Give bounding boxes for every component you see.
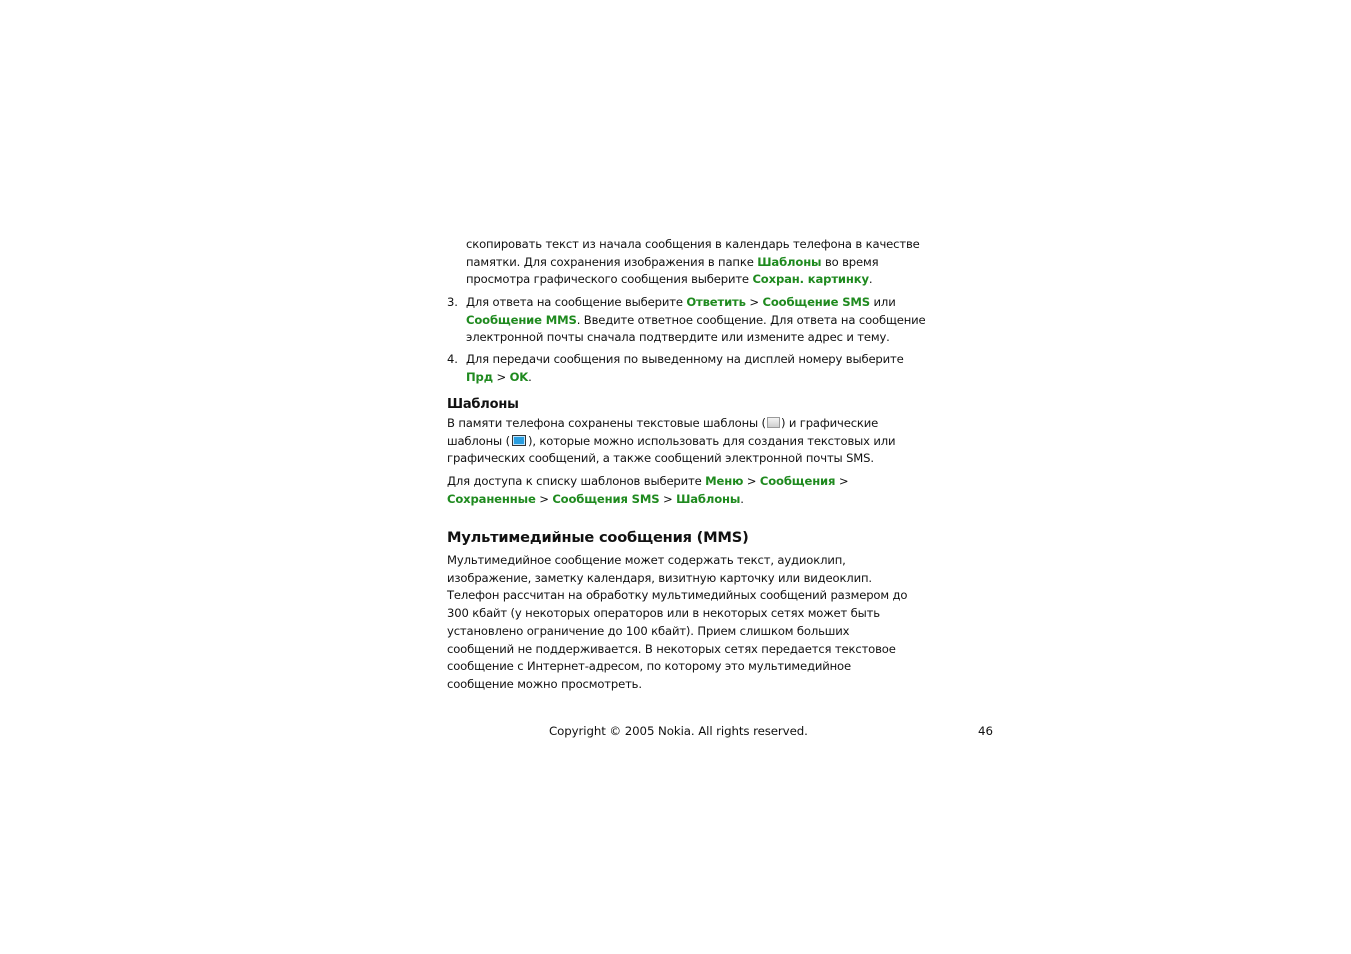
menu-term-save-picture: Сохран. картинку (752, 272, 869, 287)
access-line-1 (447, 473, 917, 491)
text-fragment: или (870, 295, 896, 309)
templates-line-2 (447, 433, 917, 451)
text-fragment: . (528, 369, 532, 384)
text-fragment: ) и графические (780, 416, 879, 430)
copyright-notice: Copyright © 2005 Nokia. All rights reserved. (549, 724, 808, 738)
list-line (466, 351, 926, 369)
text-fragment: скопировать текст из начала сообщения в календарь телефона в качестве (466, 237, 920, 251)
menu-term-reply: Ответить (686, 295, 746, 309)
mms-line: сообщение с Интернет-адресом, по которому это мультимедийное (447, 659, 851, 674)
mms-line: сообщение можно просмотреть. (447, 676, 642, 691)
separator: > (492, 369, 510, 384)
list-item-body (466, 294, 926, 347)
mms-line: Мультимедийное сообщение может содержать текст, аудиоклип, (447, 553, 846, 567)
text-fragment: просмотра графического сообщения выберите (466, 272, 753, 287)
mms-line: установлено ограничение до 100 кбайт). Прием слишком больших (447, 623, 850, 638)
menu-term-sms-messages: Сообщения SMS (552, 491, 660, 506)
text-fragment: шаблоны ( (447, 433, 510, 448)
continuation-paragraph (466, 236, 926, 289)
text-fragment: Для ответа на сообщение выберите (466, 295, 687, 309)
templates-heading: Шаблоны (447, 397, 519, 412)
text-fragment: памятки. Для сохранения изображения в папке (466, 254, 758, 269)
list-line (466, 329, 926, 347)
text-fragment: графических сообщений, а также сообщений электронной почты SMS. (447, 451, 874, 466)
text-fragment: Для передачи сообщения по выведенному на дисплей номеру выберите (466, 352, 904, 366)
separator: > (745, 295, 763, 309)
text-fragment: В памяти телефона сохранены текстовые шаблоны ( (447, 416, 766, 430)
templates-line-3 (447, 450, 917, 468)
separator: > (535, 491, 553, 506)
list-line (466, 369, 926, 387)
list-item-body (466, 351, 926, 386)
separator: > (743, 474, 760, 488)
templates-line-1 (447, 415, 917, 433)
page-number: 46 (978, 724, 994, 738)
templates-paragraph (447, 415, 917, 468)
mms-line: 300 кбайт (у некоторых операторов или в некоторых сетях может быть (447, 606, 880, 621)
separator: > (659, 491, 677, 506)
menu-term-messages: Сообщения (759, 474, 836, 488)
menu-term-saved: Сохраненные (447, 491, 536, 506)
text-fragment: во время (821, 254, 879, 269)
menu-term-menu: Меню (705, 474, 744, 488)
access-line-2 (447, 491, 917, 509)
menu-term-sms-message: Сообщение SMS (762, 295, 871, 309)
menu-term-templates: Шаблоны (757, 254, 822, 269)
menu-term-templates: Шаблоны (676, 491, 741, 506)
mms-line: изображение, заметку календаря, визитную карточку или видеоклип. (447, 570, 872, 585)
text-fragment: электронной почты сначала подтвердите или измените адрес и тему. (466, 330, 890, 345)
continuation-line-1 (466, 236, 926, 254)
continuation-line-2 (466, 254, 926, 272)
menu-term-send: Прд (466, 369, 493, 384)
text-fragment: ), которые можно использовать для создания текстовых или (527, 433, 896, 448)
separator: > (835, 474, 849, 488)
list-number: 4. (447, 352, 458, 366)
text-template-icon (767, 417, 780, 428)
text-fragment: . Введите ответное сообщение. Для ответа на сообщение (576, 312, 926, 327)
list-line (466, 294, 926, 312)
continuation-line-3 (466, 271, 926, 289)
mms-heading: Мультимедийные сообщения (MMS) (447, 529, 749, 546)
text-fragment: . (740, 491, 744, 506)
templates-access-paragraph (447, 473, 917, 508)
mms-line: Телефон рассчитан на обработку мультимедийных сообщений размером до (447, 588, 908, 603)
list-number: 3. (447, 295, 458, 309)
mms-paragraph (447, 552, 917, 694)
text-fragment: . (868, 272, 873, 287)
menu-term-ok: OK (509, 369, 529, 384)
list-line (466, 312, 926, 330)
mms-line: сообщений не поддерживается. В некоторых сетях передается текстовое (447, 641, 896, 656)
picture-template-icon (512, 435, 526, 446)
menu-term-mms-message: Сообщение MMS (466, 312, 577, 327)
text-fragment: Для доступа к списку шаблонов выберите (447, 474, 706, 488)
